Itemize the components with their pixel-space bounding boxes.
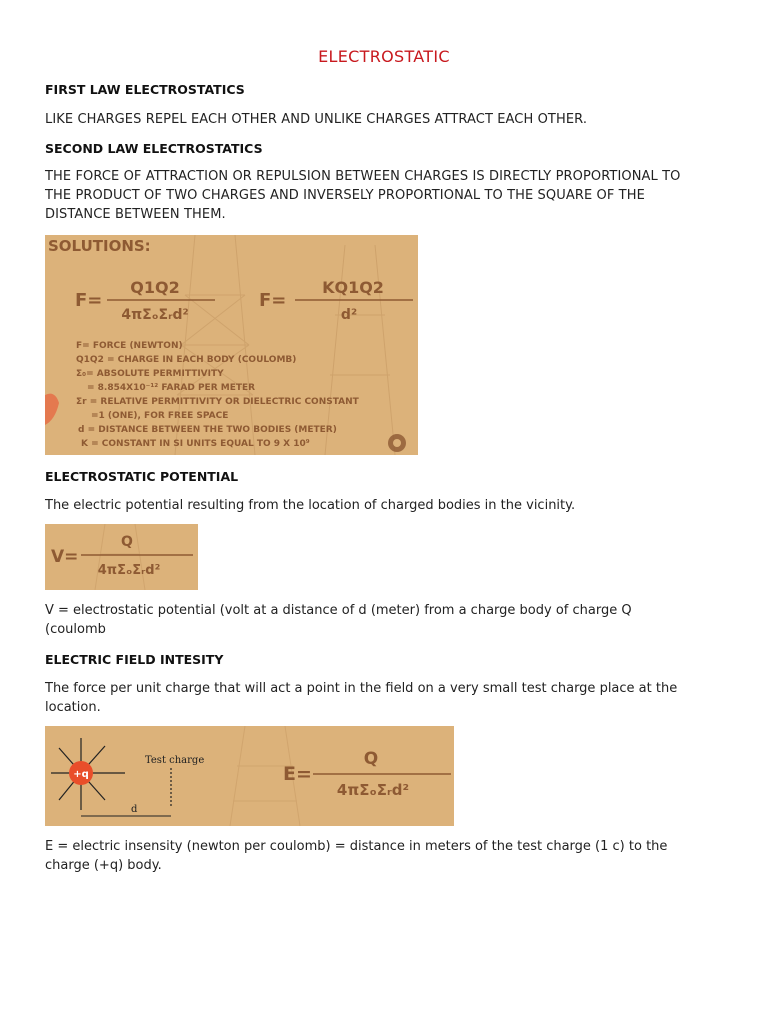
legend-line: Σ₀= ABSOLUTE PERMITTIVITY xyxy=(76,369,224,379)
field-formula-lhs: E= xyxy=(283,763,312,785)
second-law-heading: SECOND LAW ELECTROSTATICS xyxy=(45,141,263,156)
legend-line: = 8.854X10⁻¹² FARAD PER METER xyxy=(87,383,256,393)
field-text: The force per unit charge that will act a point in the field on a very small test charge place at the location. xyxy=(45,681,678,715)
charge-label: +q xyxy=(73,769,89,780)
potential-formula-lhs: V= xyxy=(51,547,79,567)
legend-line: Σr = RELATIVE PERMITTIVITY OR DIELECTRIC CONSTANT xyxy=(76,397,359,407)
potential-heading: ELECTROSTATIC POTENTIAL xyxy=(45,469,239,484)
potential-definition: V = electrostatic potential (volt at a distance of d (meter) from a charge body of charge Q (coulomb xyxy=(45,603,632,637)
formula2-lhs: F= xyxy=(259,290,287,311)
gear-icon xyxy=(388,434,406,452)
potential-text: The electric potential resulting from the location of charged bodies in the vicinity. xyxy=(45,498,576,513)
potential-formula-numerator: Q xyxy=(121,534,133,550)
hand-decoration xyxy=(45,394,59,425)
solutions-heading: SOLUTIONS: xyxy=(48,237,151,255)
field-definition: E = electric insensity (newton per coulomb) = distance in meters of the test charge (1 c) to the charge (+q) body. xyxy=(45,839,668,873)
field-diagram-panel xyxy=(45,726,454,826)
formula1-numerator: Q1Q2 xyxy=(130,278,180,297)
second-law-text: THE FORCE OF ATTRACTION OR REPULSION BETWEEN CHARGES IS DIRECTLY PROPORTIONAL TO THE PRODUCT OF TWO CHARGES AND INVERSELY PROPORTIONAL TO THE SQUARE OF THE DISTANCE BETWEEN THEM. xyxy=(45,169,681,222)
legend-line: =1 (ONE), FOR FREE SPACE xyxy=(91,411,229,421)
potential-formula-denominator: 4πΣₒΣᵣd² xyxy=(97,563,161,578)
field-formula-numerator: Q xyxy=(363,749,379,769)
formula2-denominator: d² xyxy=(340,307,358,323)
solutions-panel xyxy=(45,235,418,455)
formula1-denominator: 4πΣₒΣᵣd² xyxy=(121,307,189,323)
legend-line: d = DISTANCE BETWEEN THE TWO BODIES (METER) xyxy=(78,425,337,435)
legend-line: F= FORCE (NEWTON) xyxy=(76,341,183,351)
page-title: ELECTROSTATIC xyxy=(318,47,450,66)
legend-line: K = CONSTANT IN SI UNITS EQUAL TO 9 X 10⁹ xyxy=(81,439,310,449)
distance-label: d xyxy=(131,804,138,815)
first-law-heading: FIRST LAW ELECTROSTATICS xyxy=(45,82,245,97)
field-formula-denominator: 4πΣₒΣᵣd² xyxy=(336,781,410,799)
legend-line: Q1Q2 = CHARGE IN EACH BODY (COULOMB) xyxy=(76,355,297,365)
formula2-numerator: KQ1Q2 xyxy=(322,278,384,297)
potential-formula-panel xyxy=(45,524,198,590)
formula1-lhs: F= xyxy=(75,290,103,311)
first-law-text: LIKE CHARGES REPEL EACH OTHER AND UNLIKE CHARGES ATTRACT EACH OTHER. xyxy=(45,112,588,127)
test-charge-label: Test charge xyxy=(145,755,205,766)
field-heading: ELECTRIC FIELD INTESITY xyxy=(45,652,224,667)
